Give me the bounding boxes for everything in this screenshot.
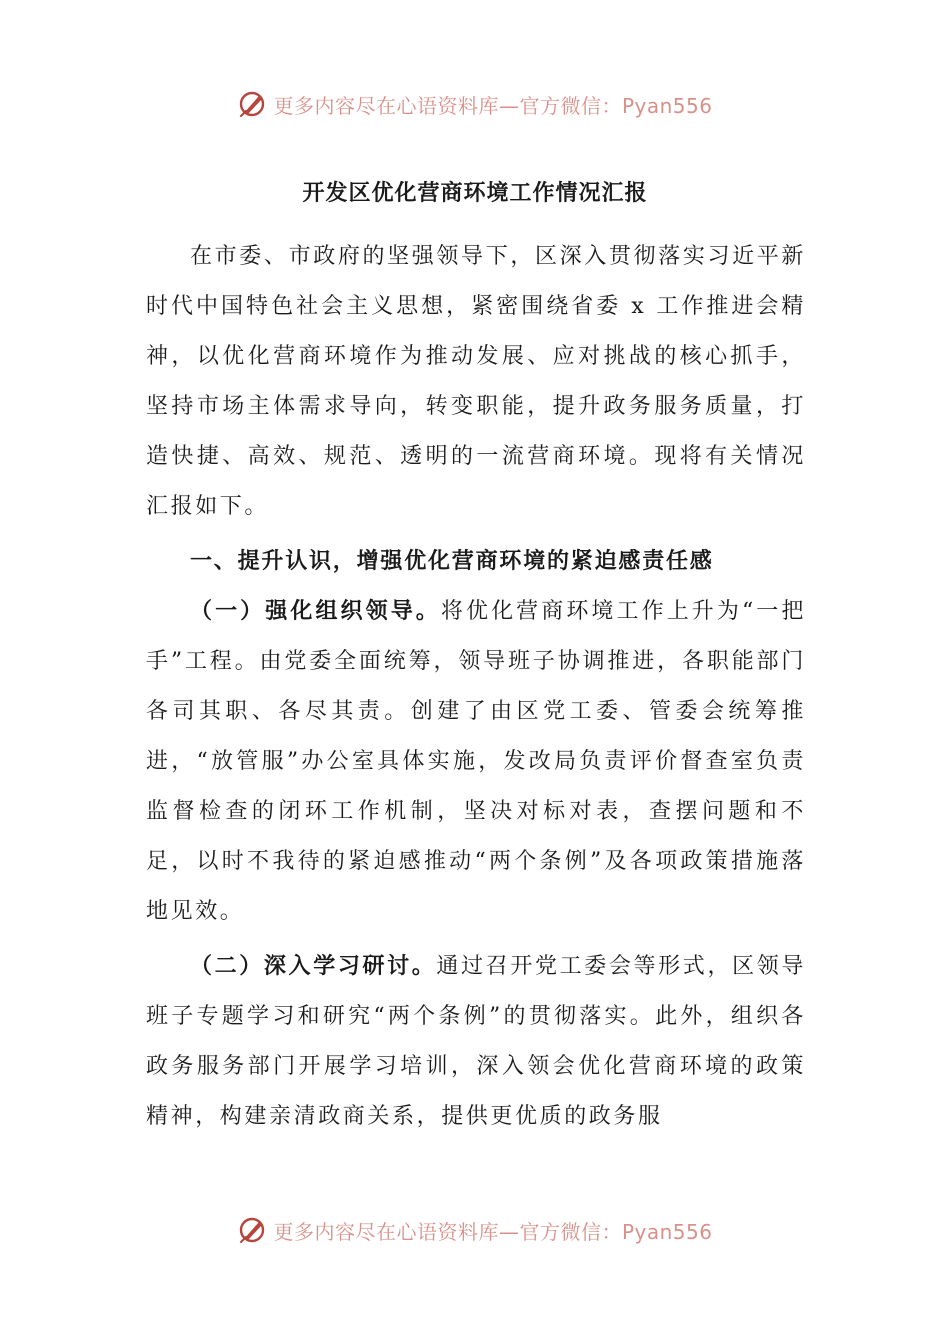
subsection-lead: （二）深入学习研讨。 xyxy=(190,954,437,979)
watermark-text: 更多内容尽在心语资料库—官方微信：Pyan556 xyxy=(273,93,713,118)
quill-pen-logo-icon xyxy=(237,89,267,119)
header-watermark xyxy=(0,84,950,124)
subsection-lead: （一）强化组织领导。 xyxy=(190,599,441,624)
subsection-body: 通过召开党工委会等形式，区领导班子专题学习和研究“两个条例”的贯彻落实。此外，组织各政务服务部门开展学习培训，深入领会优化营商环境的政策精神，构建亲清政商关系，提供更优质的政务服 xyxy=(146,954,806,1129)
page-title: 开发区优化营商环境工作情况汇报 xyxy=(302,181,648,206)
subsection-paragraph xyxy=(146,942,806,1142)
document-body xyxy=(146,232,806,1142)
footer-watermark xyxy=(0,1210,950,1250)
quill-pen-logo-icon xyxy=(237,1215,267,1245)
section-heading: 一、提升认识，增强优化营商环境的紧迫感责任感 xyxy=(190,549,714,574)
subsection-body: 将优化营商环境工作上升为“一把手”工程。由党委全面统筹，领导班子协调推进，各职能部门各司其职、各尽其责。创建了由区党工委、管委会统筹推进，“放管服”办公室具体实施，发改局负责评价督查室负责监督检查的闭环工作机制，坚决对标对表，查摆问题和不足，以时不我待的紧迫感推动“两个条例”及各项政策措施落地见效。 xyxy=(146,599,806,924)
watermark-text: 更多内容尽在心语资料库—官方微信：Pyan556 xyxy=(273,1219,713,1244)
intro-paragraph: 在市委、市政府的坚强领导下，区深入贯彻落实习近平新时代中国特色社会主义思想，紧密围绕省委 x 工作推进会精神，以优化营商环境作为推动发展、应对挑战的核心抓手，坚持市场主体需求导向，转变职能，提升政务服务质量，打造快捷、高效、规范、透明的一流营商环境。现将有关情况汇报如下。 xyxy=(146,244,806,519)
subsection-paragraph xyxy=(146,587,806,937)
